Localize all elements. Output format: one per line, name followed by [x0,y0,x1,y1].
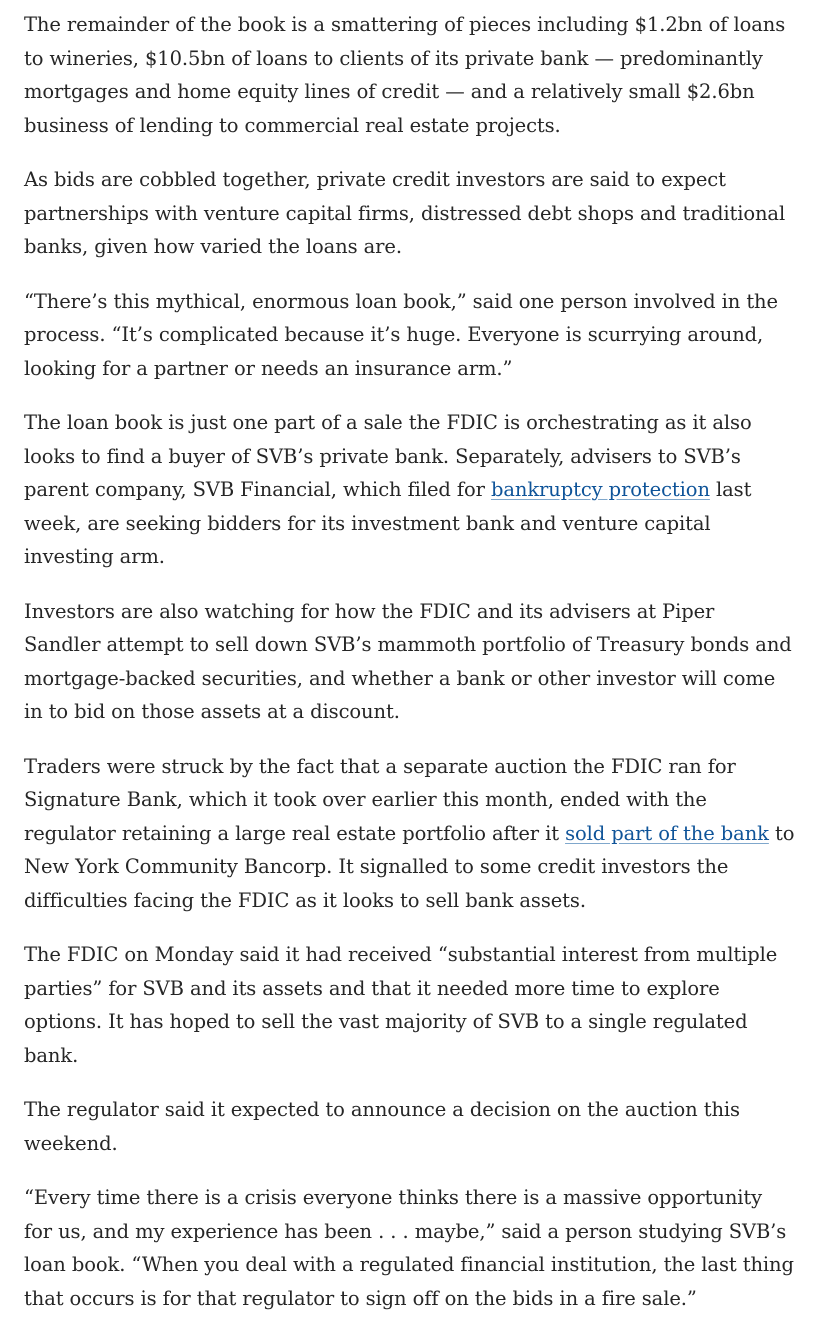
paragraph-text: last week, are seeking bidders for its investment bank and venture capital investing arm. [24,478,752,568]
paragraph-text: Traders were struck by the fact that a separate auction the FDIC ran for Signature Bank, which it took over earlier this month, ended with the regulator retaining a large real estate portfolio after it [24,754,736,845]
paragraph-text: The loan book is just one part of a sale the FDIC is orchestrating as it also looks to find a buyer of SVB’s private bank. Separately, advisers to SVB’s parent company, SVB Financial, which filed for [24,411,752,501]
bankruptcy-protection-link[interactable]: bankruptcy protection [490,478,710,501]
sold-part-of-bank-link[interactable]: sold part of the bank [565,821,769,845]
paragraph-text: to New York Community Bancorp. It signalled to some credit investors the difficulties facing the FDIC as it looks to sell bank assets. [24,821,795,912]
paragraph-investors: Investors are also watching for how the FDIC and its advisers at Piper Sandler attempt to sell down SVB’s mammoth portfolio of Treasury bonds and mortgage-backed securities, and whether a bank or other investor will come in to bid on those assets at a discount. [24,599,792,723]
paragraph-loan-pieces: The remainder of the book is a smattering of pieces including $1.2bn of loans to wineries, $10.5bn of loans to clients of its private bank — predominantly mortgages and home equity lines of credit — and a relatively small $2.6bn business of lending to commercial real estate projects. [24,13,786,137]
paragraph-signature-bank [24,750,796,918]
paragraph-bids: As bids are cobbled together, private credit investors are said to expect partnerships with venture capital firms, distressed debt shops and traditional banks, given how varied the loans are. [24,168,786,258]
paragraph-fdic-monday: The FDIC on Monday said it had received “substantial interest from multiple parties” for SVB and its assets and that it needed more time to explore options. It has hoped to sell the vast majority of SVB to a single regulated bank. [24,943,778,1067]
paragraph-fdic-sale [24,406,796,574]
article-body [24,8,796,1336]
paragraph-quote-loan-book: “There’s this mythical, enormous loan book,” said one person involved in the process. “It’s complicated because it’s huge. Everyone is scurrying around, looking for a partner or needs an insurance arm.” [24,289,778,380]
paragraph-regulator-decision: The regulator said it expected to announce a decision on the auction this weekend. [24,1098,740,1155]
paragraph-quote-crisis: “Every time there is a crisis everyone thinks there is a massive opportunity for us, and my experience has been . . . maybe,” said a person studying SVB’s loan book. “When you deal with a regulated financial institution, the last thing that occurs is for that regulator to sign off on the bids in a fire sale.” [24,1186,794,1310]
